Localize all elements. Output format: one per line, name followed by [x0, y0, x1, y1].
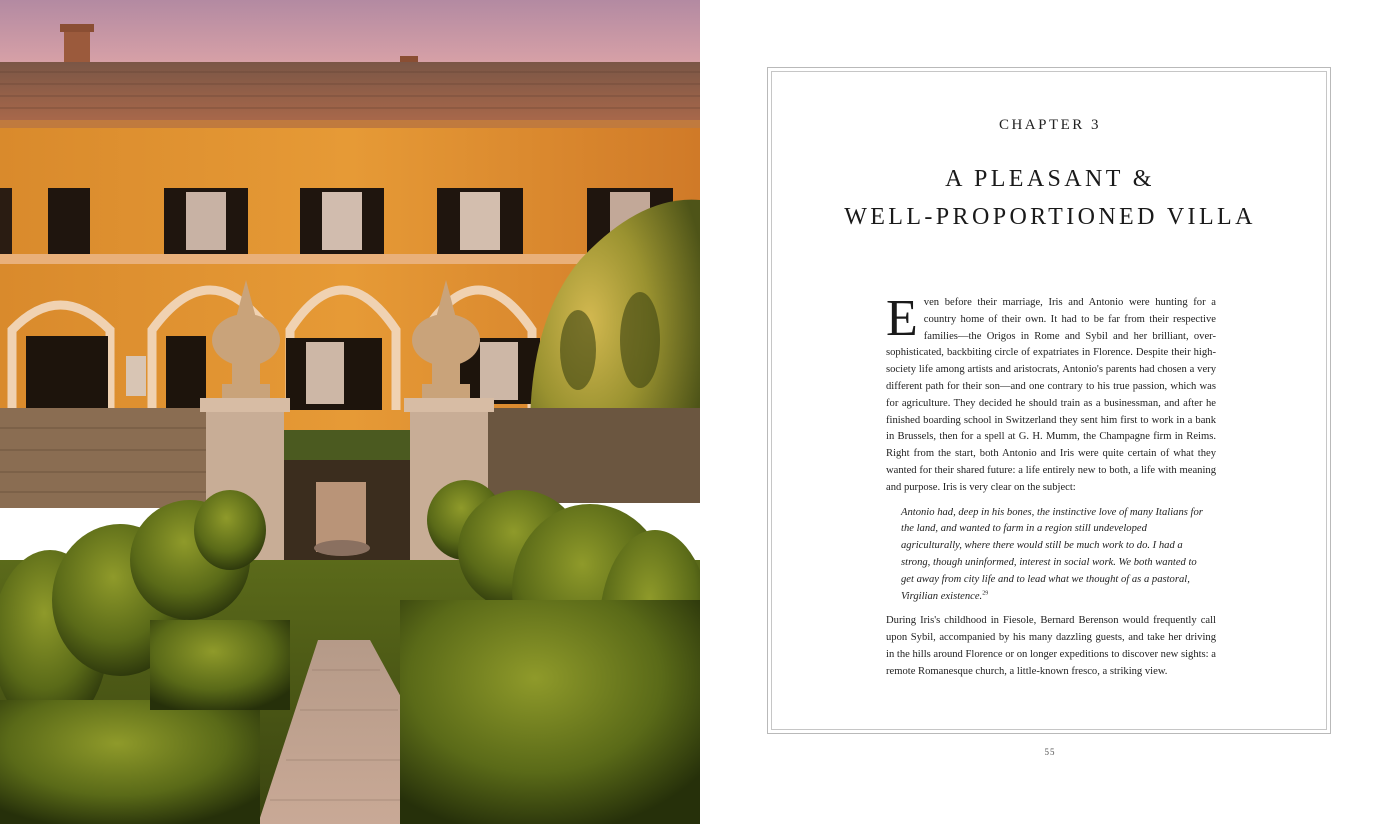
body-text: [886, 290, 1216, 681]
paragraph-1-text: ven before their marriage, Iris and Antonio were hunting for a country home of their own. It had to be far from their respective families—the Origos in Rome and Sybil and her brilliant, over-sophisticated, backbiting circle of expatriates in Florence. Despite their high-society life among artists and aristocrats, Antonio's parents had chosen a very different path for their son—and one contrary to his true passion, which was for agriculture. They decided he should train as a businessman, and after he finished boarding school in Switzerland they sent him first to work in a bank in Brussels, then for a spell at G. H. Mumm, the Champagne firm in Reims. Right from the start, both Antonio and Iris were quite certain of what they wanted for their shared future: a life entirely new to both, a life with meaning and purpose. Iris is very clear on the subject:: [886, 297, 1216, 493]
chapter-title-line-2: WELL-PROPORTIONED VILLA: [844, 204, 1256, 230]
block-quote-text: Antonio had, deep in his bones, the instinctive love of many Italians for the land, and wanted to farm in a region still undeveloped agriculturally, where there would still be much work to do. I had a strong, though uninformed, interest in social work. We both wanted to get away from city life and to lead what we thought of as a pastoral, Virgilian existence.: [901, 506, 1203, 602]
paragraph-1: [886, 290, 1216, 497]
paragraph-2: During Iris's childhood in Fiesole, Bernard Berenson would frequently call upon Sybil, accompanied by his many dazzling guests, and take her driving in the hills around Florence or on longer expeditions to discover new sights: a remote Romanesque church, a little-known fresco, a striking view.: [886, 615, 1216, 677]
drop-cap: E: [886, 290, 918, 347]
page-number: 55: [1044, 747, 1056, 757]
right-page: [700, 0, 1400, 824]
block-quote: [901, 505, 1206, 606]
chapter-title-line-1: A PLEASANT &: [945, 166, 1155, 192]
footnote-mark: 29: [982, 590, 989, 597]
chapter-label: CHAPTER 3: [998, 117, 1102, 133]
